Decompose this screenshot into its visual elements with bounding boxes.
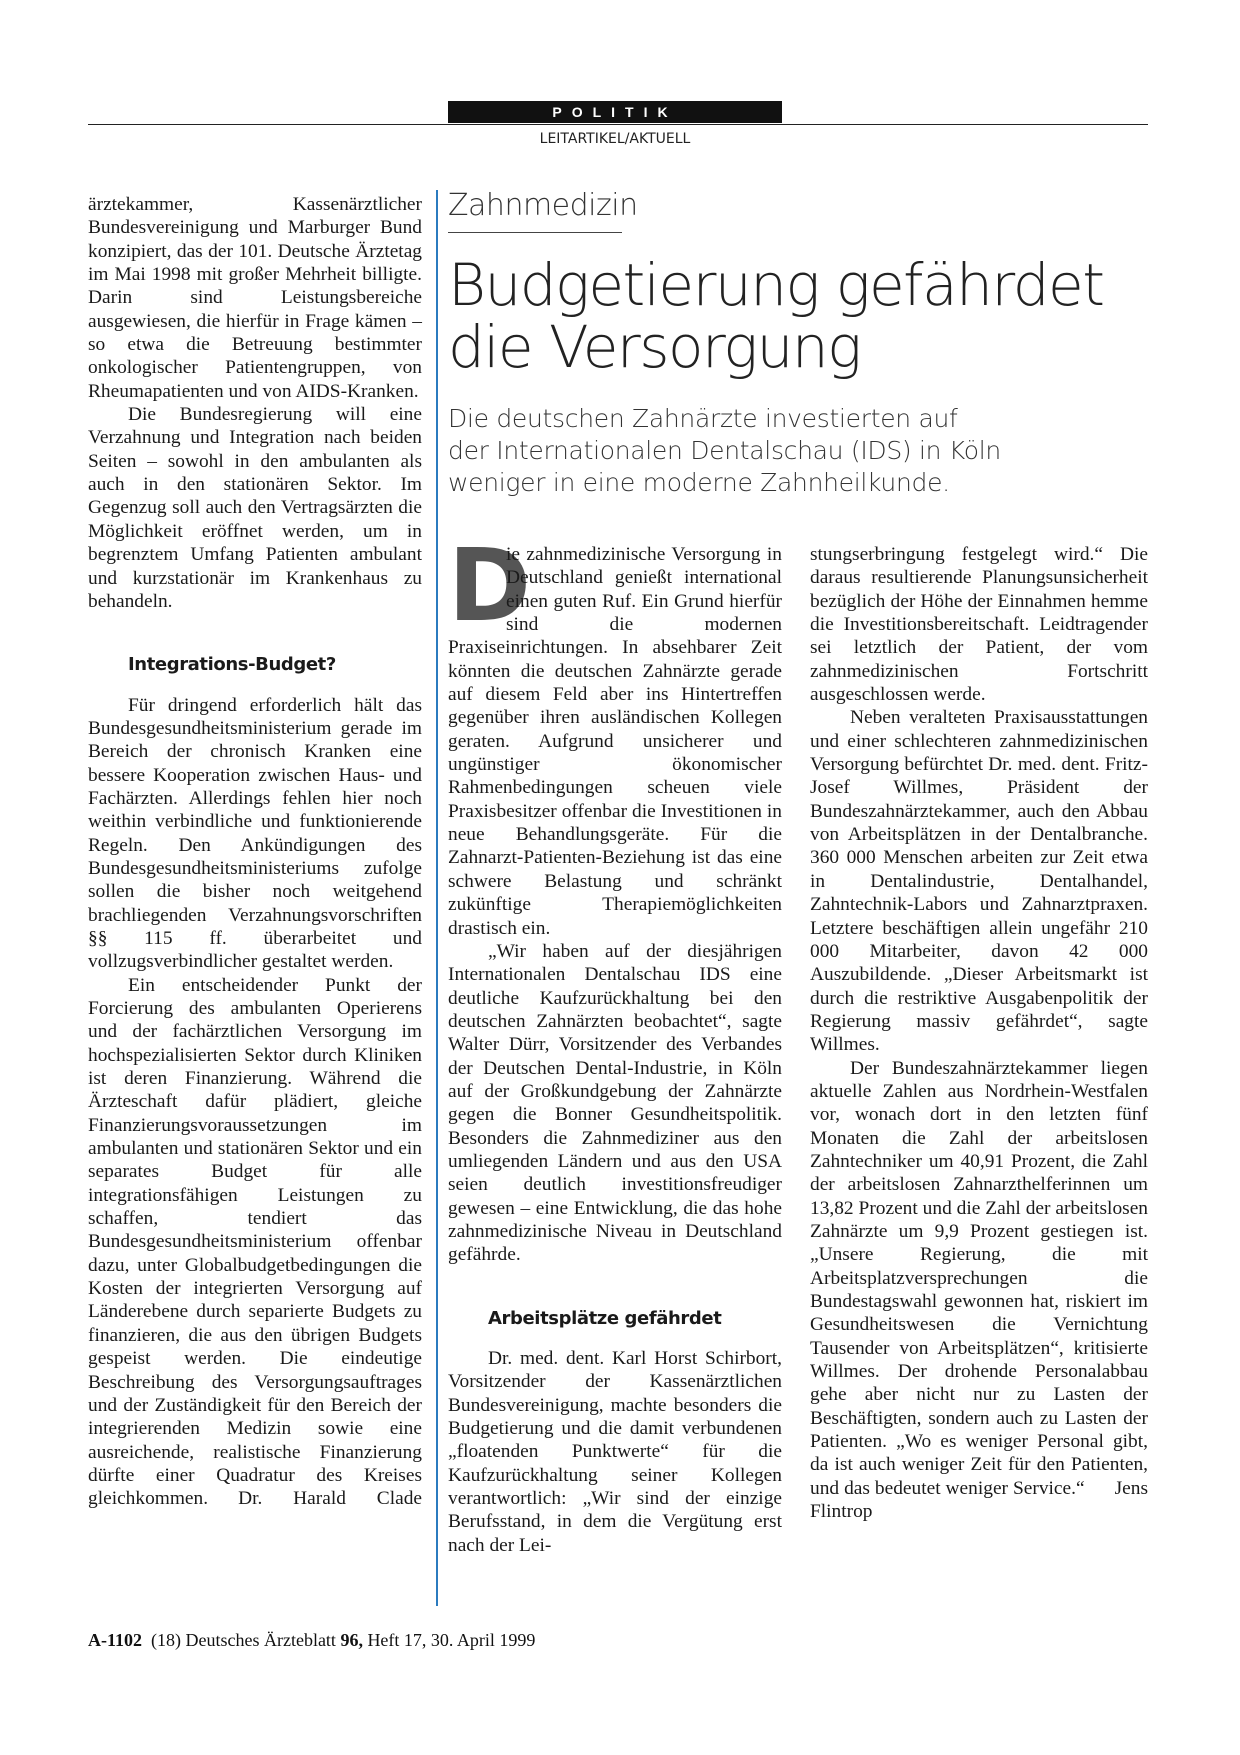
section-heading: Arbeitsplätze gefährdet — [488, 1307, 722, 1329]
author: Jens Flintrop — [810, 1477, 1148, 1523]
paragraph-text: ie zahnmedizinische Versorgung in Deutschland genießt international einen guten Ruf. Ein Grund hierfür sind die modernen Praxiseinrichtungen. In absehbarer Zeit könnten die deutschen Zahnärzte gerade auf diesem Feld aber ins Hintertreffen gegenüber ihren ausländischen Kollegen geraten. Aufgrund unsicherer und ungünstiger ökonomischer Rahmenbedingungen scheuen viele Praxisbesitzer offenbar die Investitionen in neue Behandlungsgeräte. Für die Zahnarzt-Patienten-Beziehung ist das eine schwere Belastung und schränkt zukünftige Therapiemöglichkeiten drastisch ein. — [448, 544, 782, 939]
drop-cap: D — [448, 527, 532, 644]
paragraph: Neben veralteten Praxisausstattungen und einer schlechteren zahnmedizinischen Versorgung befürchtet Dr. med. dent. Fritz-Josef Willmes, Präsident der Bundeszahnärztekammer, auch den Abbau von Arbeitsplätzen in der Dentalbranche. 360 000 Menschen arbeiten zur Zeit etwa in Dentalindustrie, Dentalhandel, Zahntechnik-Labors und Zahnarztpraxen. Letztere beschäftigen allein ungefähr 210 000 Mitarbeiter, davon 42 000 Auszubildende. „Dieser Arbeitsmarkt ist durch die restriktive Ausgabenpolitik der Regierung massiv gefährdet“, sagte Willmes. — [810, 707, 1148, 1056]
paragraph-text: Der Bundeszahnärztekammer liegen aktuelle Zahlen aus Nordrhein-Westfalen vor, wonach dort in den letzten fünf Monaten die Zahl der arbeitslosen Zahntechniker um 40,91 Prozent, die Zahl der arbeitslosen Zahnarzthelferinnen um 13,82 Prozent und die Zahl der arbeitslosen Zahnärzte um 9,9 Prozent gestiegen ist. „Unsere Regierung, die mit Arbeitsplatzversprechungen die Bundestagswahl gewonnen hat, riskiert im Gesundheitswesen die Vernichtung Tausender von Arbeitsplätzen“, kritisierte Willmes. Der drohende Personalabbau gehe aber nicht nur zu Lasten der Beschäftigten, sondern auch zu Lasten der Patienten. „Wo es weniger Personal gibt, da ist auch weniger Zeit für den Patienten, und das bedeutet weniger Service.“ — [810, 1057, 1148, 1499]
subhead-line: Die deutschen Zahnärzte investierten auf — [448, 404, 958, 433]
paragraph-text: Ein entscheidender Punkt der Forcierung des ambulanten Operierens und der fachärztlichen Versorgung im hochspezialisierten Sektor durch Kliniken ist deren Finanzierung. Während die Ärzteschaft dafür plädiert, gleiche Finanzierungsvoraussetzungen im ambulanten und stationären Sektor und ein separates Budget für alle integrationsfähigen Leistungen zu schaffen, tendiert das Bundesgesundheitsministerium offenbar dazu, unter Globalbudgetbedingungen die Kosten der integrierten Versorgung auf Länderebene durch separierte Budgets zu finanzieren, die aus den übrigen Budgets gespeist werden. Die eindeutige Beschreibung des Versorgungsauftrages und der Zuständigkeit für den Bereich der integrierenden Medizin sowie eine ausreichende, realistische Finanzierung dürfte einer Quadratur des Kreises gleichkommen. — [88, 974, 422, 1510]
paragraph — [448, 527, 782, 940]
column-divider — [436, 190, 438, 1606]
headline-line: die Versorgung — [448, 313, 861, 381]
subsection-label: LEITARTIKEL/AKTUELL — [539, 131, 691, 147]
subhead-line: der Internationalen Dentalschau (IDS) in Köln — [448, 436, 1001, 465]
subheadline — [448, 403, 1148, 499]
page-code: A-1102 — [88, 1630, 142, 1650]
section-heading: Integrations-Budget? — [128, 654, 336, 676]
paragraph: „Wir haben auf der diesjährigen Internationalen Dentalschau IDS eine deutliche Kaufzurückhaltung bei den deutschen Zahnärzten beobachtet“, sagte Walter Dürr, Vorsitzender des Verbandes der Deutschen Dental-Industrie, in Köln auf der Großkundgebung der Zahnärzte gegen die Bonner Gesundheitspolitik. Besonders die Zahnmediziner aus den umliegenden Ländern und aus den USA seien deutlich investitionsfreudiger gewesen – eine Entwicklung, die das hohe zahnmedizinische Niveau in Deutschland gefährde. — [448, 940, 782, 1266]
paragraph: Für dringend erforderlich hält das Bundesgesundheitsministerium gerade im Bereich der chronisch Kranken eine bessere Kooperation zwischen Haus- und Fachärzten. Allerdings fehlen hier noch weithin verbindliche und funktionierende Regeln. Den Ankündigungen des Bundesgesundheitsministeriums zufolge sollen die bisher noch weitgehend brachliegenden Verzahnungsvorschriften §§ 115 ff. überarbeitet und vollzugsverbindlicher gestaltet werden. — [88, 694, 422, 973]
paragraph: Dr. med. dent. Karl Horst Schirbort, Vorsitzender der Kassenärztlichen Bundesvereinigung, machte besonders die Budgetierung und die damit verbundenen „floatenden Punktwerte“ für die Kaufzurückhaltung seiner Kollegen verantwortlich: „Wir sind der einzige Berufsstand, in dem die Vergütung erst nach der Lei- — [448, 1348, 782, 1556]
page-footer — [88, 1630, 535, 1651]
paragraph: ärztekammer, Kassenärztlicher Bundesvereinigung und Marburger Bund konzipiert, das der 101. Deutsche Ärztetag im Mai 1998 mit großer Mehrheit billigte. Darin sind Leistungsbereiche ausgewiesen, die hierfür in Frage kämen – so etwa die Betreuung bestimmter onkologischer Patientengruppen, von Rheumapatienten und von AIDS-Kranken. — [88, 194, 422, 402]
paragraph — [810, 1057, 1148, 1524]
headline-line: Budgetierung gefährdet — [448, 251, 1104, 319]
paragraph: Die Bundesregierung will eine Verzahnung und Integration nach beiden Seiten – sowohl in den ambulanten als auch in den stationären Sektor. Im Gegenzug soll auch den Vertragsärzten die Möglichkeit eröffnet werden, um in begrenztem Umfang Patienten ambulant und kurzstationär im Krankenhaus zu behandeln. — [88, 404, 422, 612]
footer-journal: (18) Deutsches Ärzteblatt — [151, 1630, 336, 1650]
headline — [448, 251, 1148, 381]
author: Dr. Harald Clade — [238, 1488, 422, 1510]
topic-label: Zahnmedizin — [448, 188, 638, 223]
paragraph: stungserbringung festgelegt wird.“ Die daraus resultierende Planungsunsicherheit bezüglich der Höhe der Einnahmen hemme die Investitionsbereitschaft. Leidtragender sei letztlich der Patient, der vom zahnmedizinischen Fortschritt ausgeschlossen werde. — [810, 544, 1148, 706]
footer-volume: 96, — [340, 1630, 363, 1650]
section-label: POLITIK — [448, 101, 782, 123]
right-column — [810, 543, 1148, 1523]
top-rule — [88, 124, 1148, 125]
topic-rule — [448, 232, 622, 233]
left-column — [88, 193, 422, 1511]
middle-column — [448, 527, 782, 1557]
subhead-line: weniger in eine moderne Zahnheilkunde. — [448, 468, 950, 497]
paragraph — [88, 974, 422, 1511]
footer-issue: Heft 17, 30. April 1999 — [367, 1630, 536, 1650]
